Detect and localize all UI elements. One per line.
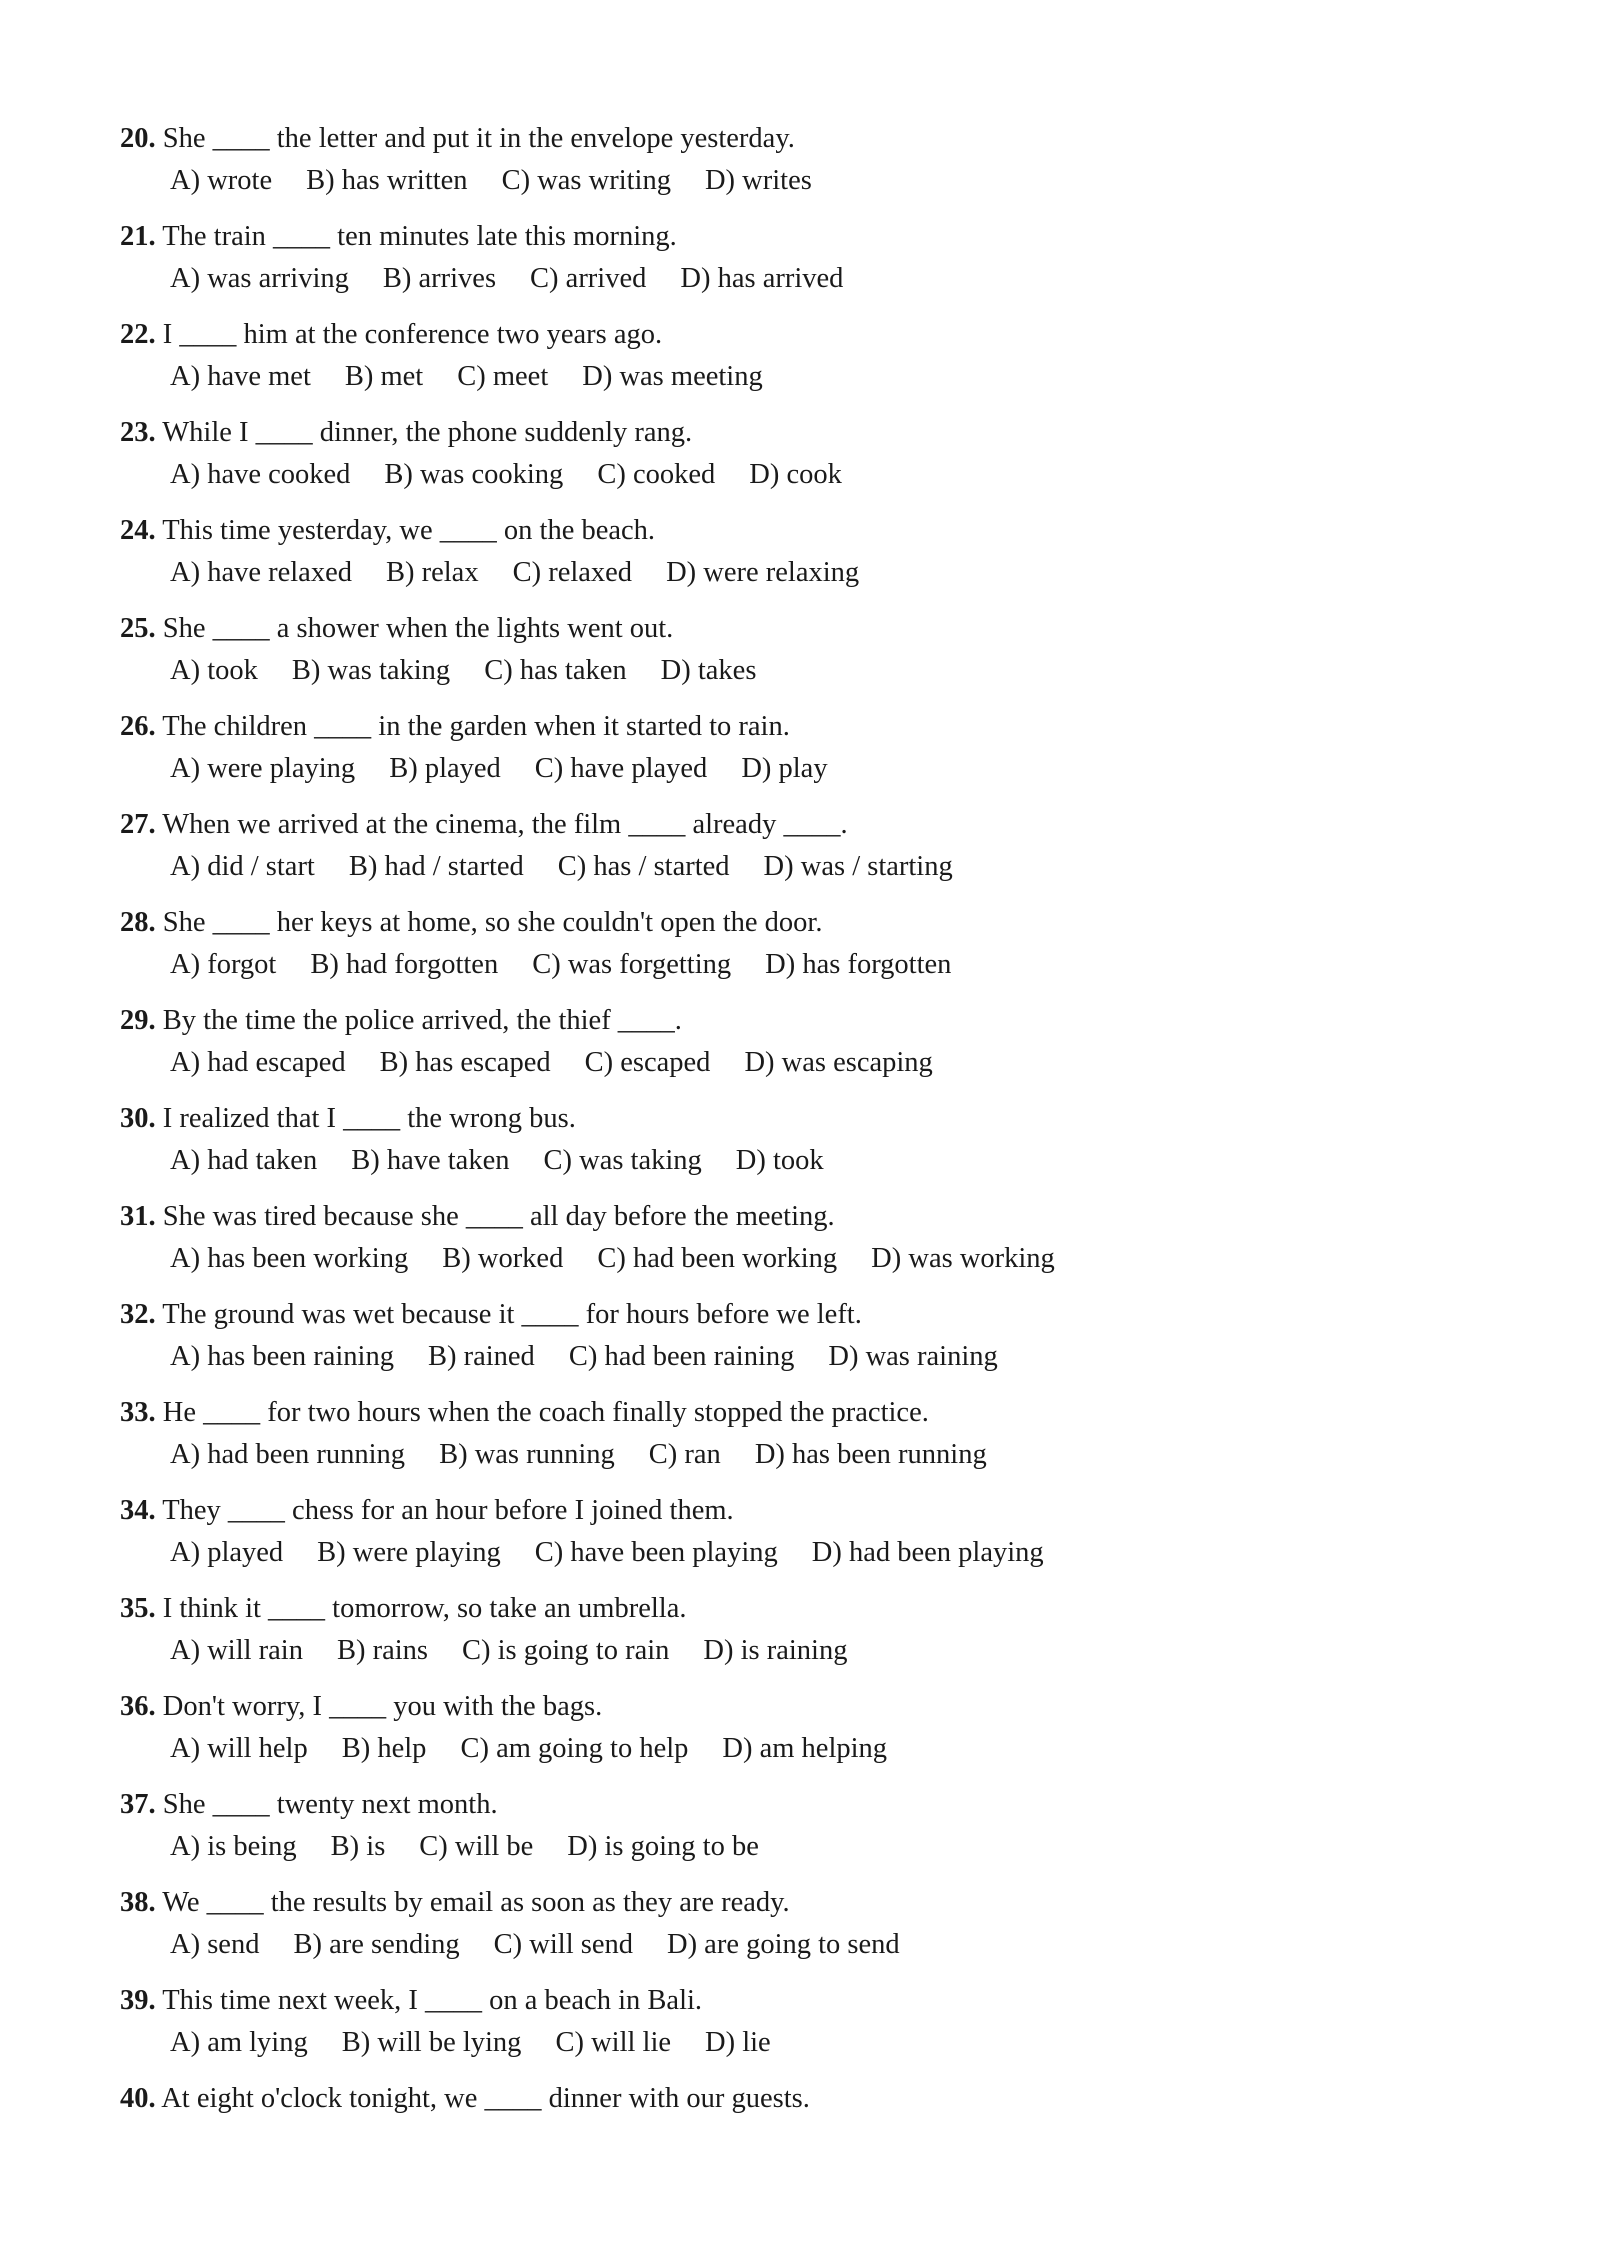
question-text: The train ____ ten minutes late this morning. [162,221,677,252]
answer-option: D) has arrived [680,263,844,294]
question-number: 31. [120,1201,156,1232]
question-number: 21. [120,221,156,252]
question-stem [120,1686,1520,1728]
answer-option: D) writes [704,165,812,196]
question-item [120,1980,1520,2078]
answer-options [170,846,1520,888]
question-text: The children ____ in the garden when it started to rain. [162,711,790,742]
question-number: 22. [120,319,156,350]
answer-option: C) has taken [484,655,627,686]
question-text: I realized that I ____ the wrong bus. [162,1103,576,1134]
question-number: 34. [120,1495,156,1526]
question-item [120,1196,1520,1294]
answer-option: B) rains [336,1635,428,1666]
answer-options [170,552,1520,594]
question-item [120,314,1520,412]
answer-options [170,356,1520,398]
question-stem [120,608,1520,650]
answer-option: A) send [170,1929,260,1960]
question-item [120,1882,1520,1980]
answer-option: D) was escaping [744,1047,933,1078]
answer-option: B) were playing [317,1537,501,1568]
answer-option: C) meet [457,361,549,392]
question-text: By the time the police arrived, the thief ____. [162,1005,682,1036]
question-stem [120,1882,1520,1924]
answer-option: C) was forgetting [532,949,732,980]
answer-option: C) was taking [543,1145,702,1176]
question-number: 37. [120,1789,156,1820]
answer-option: D) has forgotten [765,949,952,980]
answer-option: D) are going to send [666,1929,900,1960]
answer-options [170,1630,1520,1672]
question-item [120,804,1520,902]
question-stem [120,1588,1520,1630]
answer-option: A) wrote [170,165,273,196]
question-item [120,118,1520,216]
answer-option: A) did / start [170,851,315,882]
question-number: 36. [120,1691,156,1722]
question-text: She ____ a shower when the lights went out. [162,613,674,644]
answer-option: C) was writing [501,165,671,196]
answer-option: D) was raining [828,1341,998,1372]
question-text: While I ____ dinner, the phone suddenly rang. [162,417,693,448]
answer-option: A) have met [170,361,311,392]
answer-option: D) cook [749,459,842,490]
question-list [120,118,1520,2176]
answer-option: C) cooked [597,459,716,490]
answer-options [170,1728,1520,1770]
question-number: 39. [120,1985,156,2016]
question-text: She ____ her keys at home, so she couldn't open the door. [162,907,823,938]
question-stem [120,1294,1520,1336]
question-stem [120,804,1520,846]
answer-option: C) had been raining [568,1341,795,1372]
answer-option: A) have cooked [170,459,351,490]
question-number: 24. [120,515,156,546]
answer-option: C) have been playing [534,1537,778,1568]
question-item [120,1784,1520,1882]
question-stem [120,510,1520,552]
question-item [120,1686,1520,1784]
question-text: They ____ chess for an hour before I joined them. [162,1495,734,1526]
question-text: The ground was wet because it ____ for hours before we left. [162,1299,862,1330]
answer-option: D) was / starting [763,851,953,882]
answer-option: B) rained [427,1341,535,1372]
answer-option: C) will be [419,1831,534,1862]
question-stem [120,1000,1520,1042]
answer-option: B) will be lying [341,2027,522,2058]
answer-option: B) had / started [348,851,524,882]
answer-option: A) will rain [170,1635,303,1666]
answer-option: C) will send [493,1929,633,1960]
answer-option: D) has been running [754,1439,987,1470]
question-item [120,510,1520,608]
answer-options [170,454,1520,496]
answer-options [170,1826,1520,1868]
question-stem [120,1098,1520,1140]
question-number: 20. [120,123,156,154]
question-text: This time yesterday, we ____ on the beach. [162,515,656,546]
answer-option: D) was working [871,1243,1055,1274]
question-number: 38. [120,1887,156,1918]
answer-options [170,650,1520,692]
answer-option: C) is going to rain [462,1635,670,1666]
answer-option: A) has been raining [170,1341,394,1372]
answer-option: D) is raining [703,1635,848,1666]
question-text: Don't worry, I ____ you with the bags. [162,1691,603,1722]
question-stem [120,216,1520,258]
answer-option: C) arrived [530,263,647,294]
answer-option: A) forgot [170,949,277,980]
answer-option: B) was cooking [384,459,564,490]
question-stem [120,1196,1520,1238]
answer-option: B) has escaped [379,1047,551,1078]
question-text: At eight o'clock tonight, we ____ dinner with our guests. [161,2083,810,2114]
question-item [120,1392,1520,1490]
question-number: 26. [120,711,156,742]
answer-option: C) will lie [555,2027,672,2058]
answer-options [170,1140,1520,1182]
answer-option: B) are sending [293,1929,460,1960]
question-stem [120,902,1520,944]
question-text: She was tired because she ____ all day before the meeting. [162,1201,835,1232]
question-item [120,1294,1520,1392]
answer-option: D) is going to be [567,1831,759,1862]
answer-option: C) has / started [557,851,730,882]
answer-option: B) worked [442,1243,564,1274]
question-text: When we arrived at the cinema, the film ____ already ____. [162,809,848,840]
question-number: 23. [120,417,156,448]
question-text: This time next week, I ____ on a beach in Bali. [162,1985,703,2016]
answer-option: A) will help [170,1733,308,1764]
question-item [120,608,1520,706]
answer-options [170,1532,1520,1574]
answer-option: D) took [735,1145,824,1176]
answer-option: A) had taken [170,1145,318,1176]
answer-option: A) had escaped [170,1047,346,1078]
answer-option: C) escaped [584,1047,711,1078]
answer-option: C) am going to help [460,1733,689,1764]
answer-option: D) had been playing [811,1537,1044,1568]
answer-option: A) took [170,655,258,686]
question-item [120,1588,1520,1686]
answer-option: A) was arriving [170,263,349,294]
question-stem [120,412,1520,454]
answer-option: D) was meeting [582,361,763,392]
question-stem [120,1784,1520,1826]
question-stem [120,314,1520,356]
question-number: 40. [120,2083,156,2114]
question-stem [120,2078,1520,2120]
answer-options [170,1238,1520,1280]
answer-option: B) played [389,753,501,784]
answer-option: A) had been running [170,1439,406,1470]
answer-options [170,1336,1520,1378]
answer-option: A) has been working [170,1243,409,1274]
question-stem [120,118,1520,160]
answer-options [170,748,1520,790]
question-number: 25. [120,613,156,644]
answer-option: B) was running [439,1439,615,1470]
answer-options [170,2022,1520,2064]
question-item [120,902,1520,1000]
question-item [120,706,1520,804]
answer-option: A) is being [170,1831,297,1862]
answer-options [170,1924,1520,1966]
answer-option: B) have taken [351,1145,510,1176]
question-item [120,2078,1520,2176]
answer-option: A) played [170,1537,284,1568]
question-text: He ____ for two hours when the coach finally stopped the practice. [162,1397,929,1428]
answer-option: D) takes [660,655,757,686]
question-number: 29. [120,1005,156,1036]
question-text: I ____ him at the conference two years ago. [162,319,663,350]
answer-option: C) have played [534,753,708,784]
question-number: 27. [120,809,156,840]
question-number: 28. [120,907,156,938]
answer-option: B) help [341,1733,427,1764]
answer-option: B) relax [385,557,479,588]
question-text: She ____ twenty next month. [162,1789,498,1820]
answer-options [170,160,1520,202]
question-item [120,216,1520,314]
answer-option: D) am helping [722,1733,888,1764]
question-item [120,1490,1520,1588]
answer-option: B) was taking [291,655,451,686]
answer-option: B) has written [306,165,468,196]
question-text: I think it ____ tomorrow, so take an umbrella. [162,1593,687,1624]
answer-option: B) arrives [382,263,497,294]
answer-option: C) ran [648,1439,721,1470]
question-text: We ____ the results by email as soon as they are ready. [162,1887,790,1918]
answer-option: D) play [741,753,828,784]
answer-option: C) relaxed [512,557,633,588]
answer-option: B) is [330,1831,386,1862]
answer-option: C) had been working [597,1243,838,1274]
question-number: 30. [120,1103,156,1134]
question-item [120,1098,1520,1196]
answer-option: B) met [344,361,424,392]
question-stem [120,1392,1520,1434]
question-item [120,1000,1520,1098]
answer-options [170,944,1520,986]
question-item [120,412,1520,510]
question-number: 33. [120,1397,156,1428]
question-stem [120,706,1520,748]
answer-options [170,1042,1520,1084]
question-stem [120,1490,1520,1532]
answer-options [170,258,1520,300]
question-number: 32. [120,1299,156,1330]
question-text: She ____ the letter and put it in the envelope yesterday. [162,123,795,154]
answer-option: D) lie [705,2027,771,2058]
question-number: 35. [120,1593,156,1624]
answer-options [170,1434,1520,1476]
answer-option: D) were relaxing [666,557,860,588]
question-stem [120,1980,1520,2022]
answer-option: A) have relaxed [170,557,352,588]
answer-option: A) were playing [170,753,356,784]
answer-option: A) am lying [170,2027,308,2058]
answer-option: B) had forgotten [310,949,499,980]
